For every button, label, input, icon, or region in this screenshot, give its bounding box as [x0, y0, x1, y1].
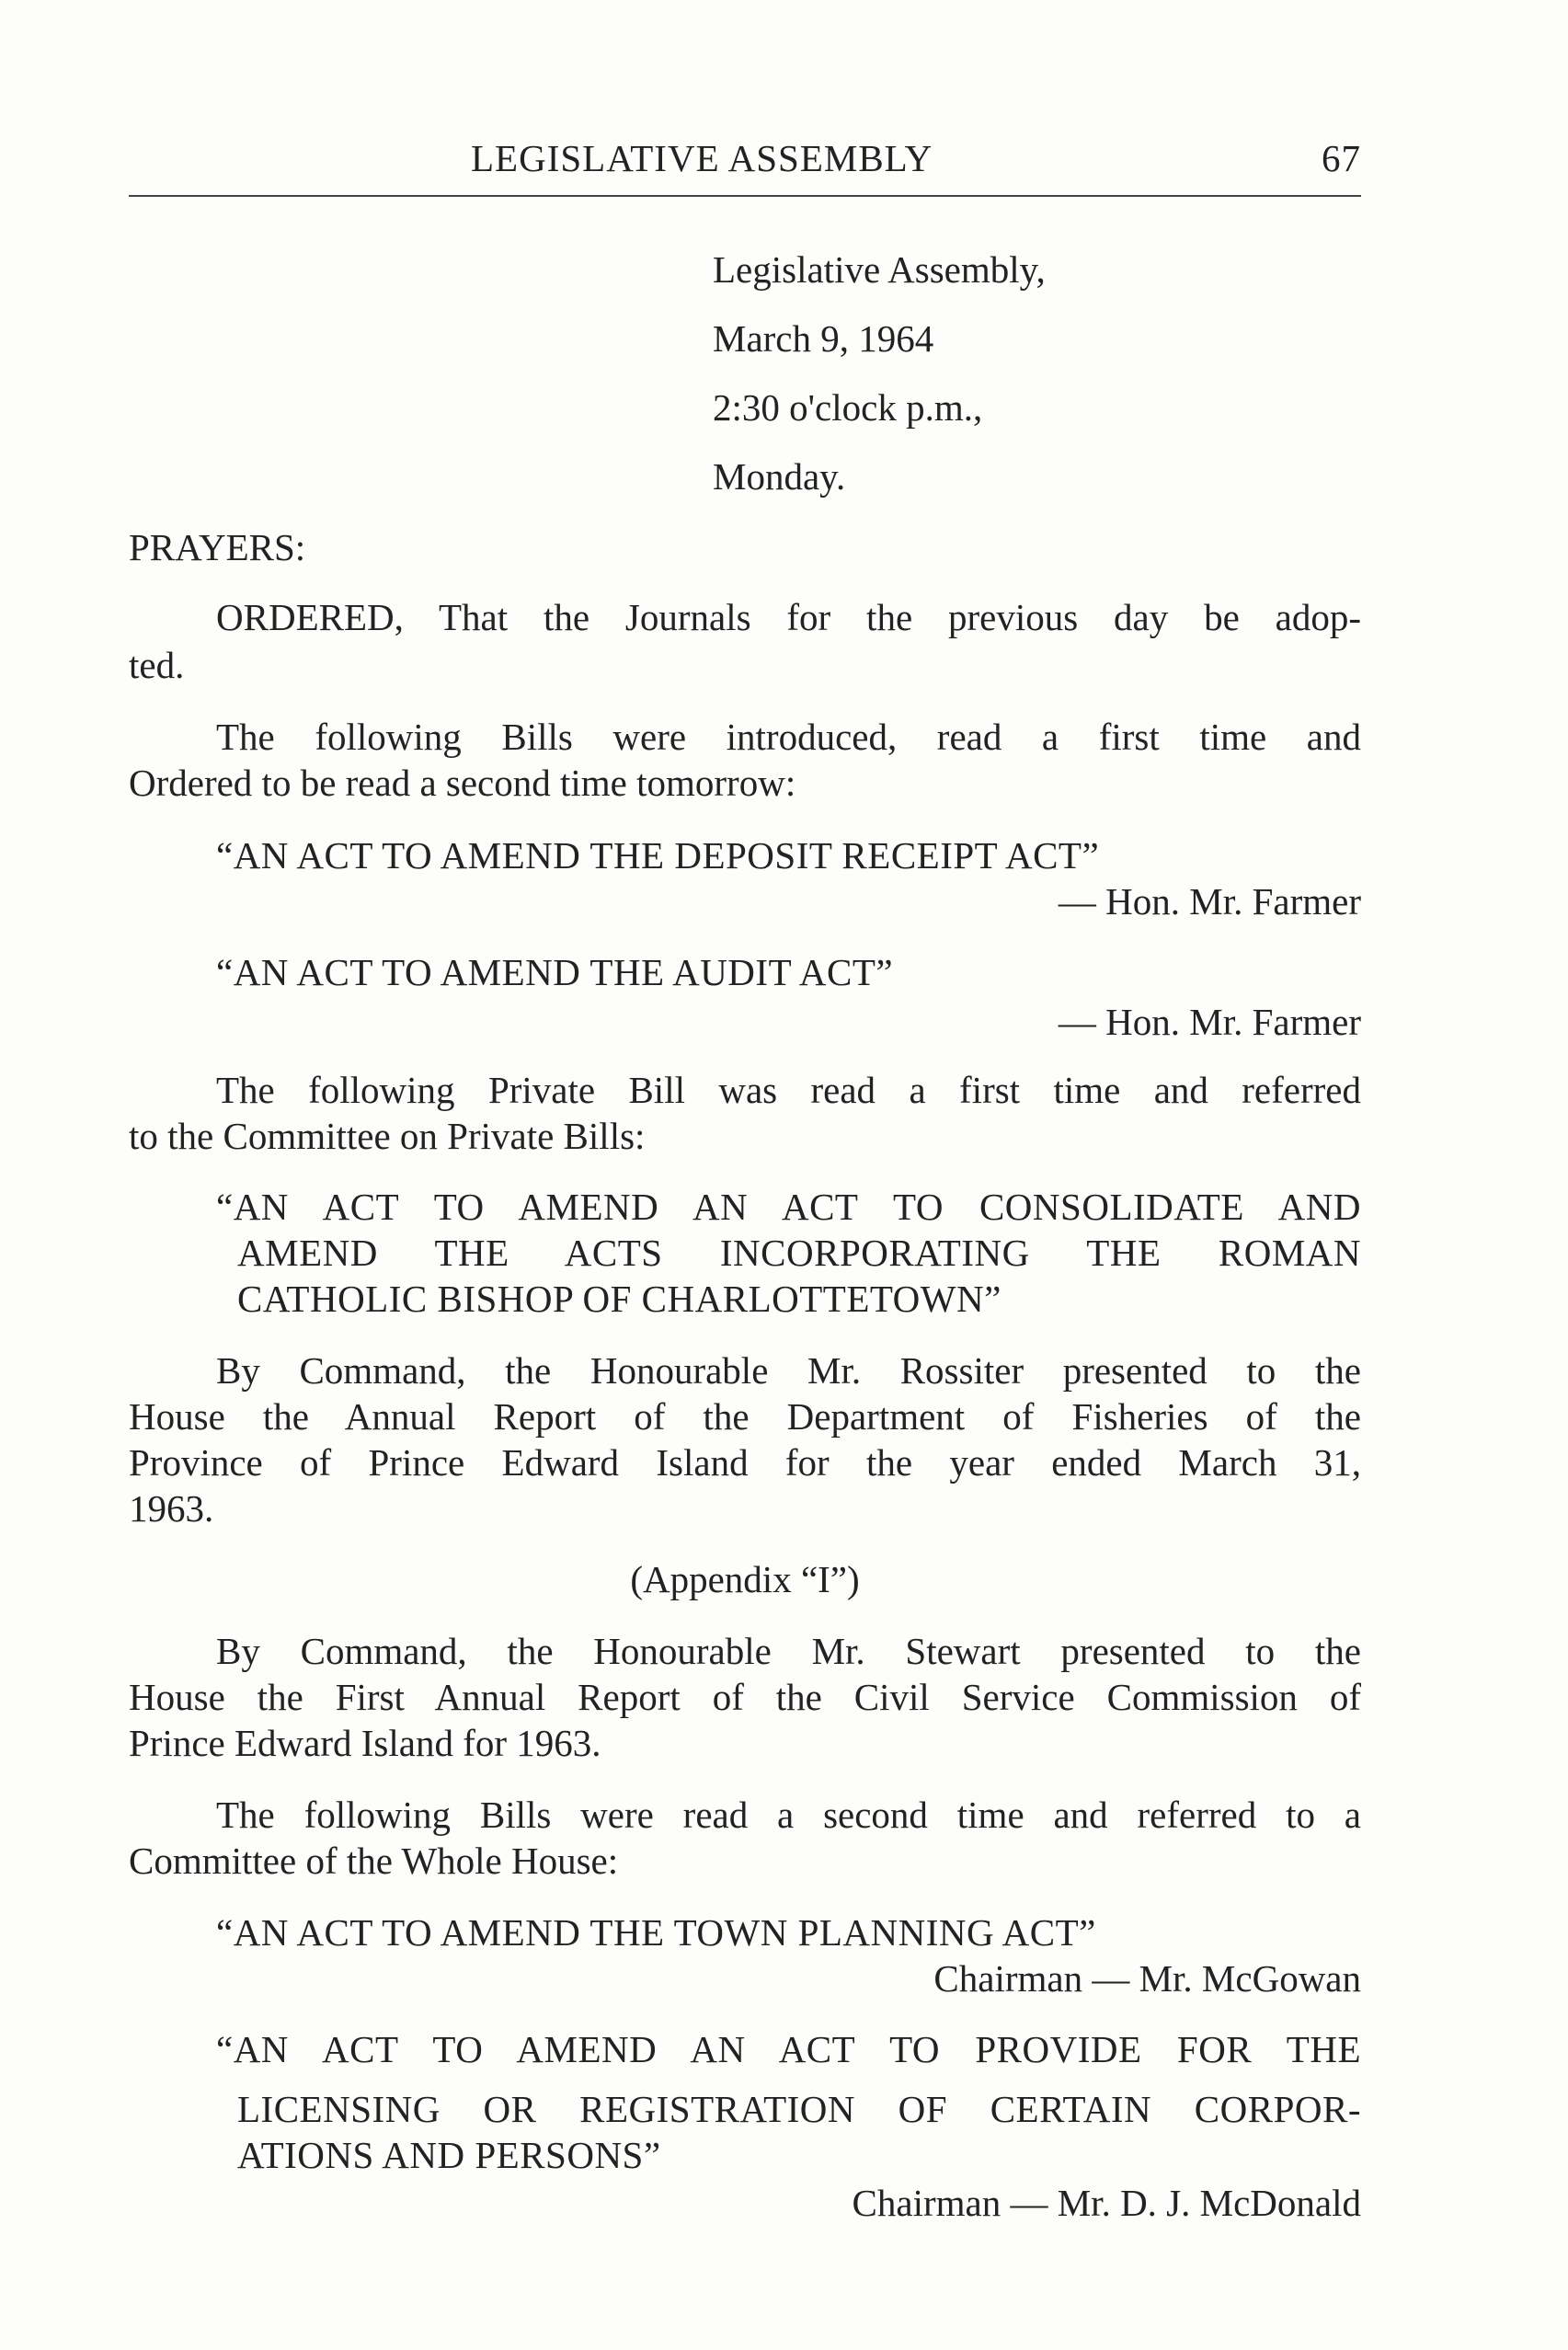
bills-intro-line-2: Ordered to be read a second time tomorrow:	[129, 762, 796, 804]
private-bill-title-line-2: AMEND THE ACTS INCORPORATING THE ROMAN	[237, 1232, 1361, 1274]
bill-licensing-title-line-2: LICENSING OR REGISTRATION OF CERTAIN CORPOR-	[237, 2088, 1361, 2130]
bill-licensing-title-line-1: “AN ACT TO AMEND AN ACT TO PROVIDE FOR THE	[216, 2028, 1361, 2070]
bill-licensing-title-line-3: ATIONS AND PERSONS”	[237, 2134, 661, 2176]
bill-town-planning-title: “AN ACT TO AMEND THE TOWN PLANNING ACT”	[216, 1911, 1096, 1954]
bill-audit-sponsor: — Hon. Mr. Farmer	[1058, 1001, 1361, 1043]
bill-licensing-chairman: Chairman — Mr. D. J. McDonald	[852, 2182, 1361, 2224]
private-bill-intro-line-1: The following Private Bill was read a first time and referred	[216, 1069, 1361, 1111]
fisheries-report-line-2: House the Annual Report of the Department of Fisheries of the	[129, 1395, 1361, 1438]
dateline-date: March 9, 1964	[713, 317, 934, 360]
header-title: LEGISLATIVE ASSEMBLY	[471, 137, 933, 179]
fisheries-report-line-3: Province of Prince Edward Island for the year ended March 31,	[129, 1441, 1361, 1484]
bill-town-planning-chairman: Chairman — Mr. McGowan	[933, 1957, 1361, 2000]
civil-service-report-line-3: Prince Edward Island for 1963.	[129, 1722, 601, 1764]
page-number: 67	[1322, 137, 1361, 179]
second-reading-intro-line-1: The following Bills were read a second time and referred to a	[216, 1794, 1361, 1836]
bill-deposit-receipt-sponsor: — Hon. Mr. Farmer	[1058, 880, 1361, 923]
private-bill-title-line-3: CATHOLIC BISHOP OF CHARLOTTETOWN”	[237, 1278, 1001, 1320]
private-bill-title-line-1: “AN ACT TO AMEND AN ACT TO CONSOLIDATE AND	[216, 1186, 1361, 1228]
dateline-day: Monday.	[713, 455, 846, 498]
appendix-reference: (Appendix “I”)	[630, 1558, 860, 1600]
ordered-line-2: ted.	[129, 644, 185, 686]
private-bill-intro-line-2: to the Committee on Private Bills:	[129, 1115, 646, 1157]
running-header	[129, 136, 1361, 188]
dateline-time: 2:30 o'clock p.m.,	[713, 386, 983, 429]
bill-audit-title: “AN ACT TO AMEND THE AUDIT ACT”	[216, 951, 894, 993]
civil-service-report-line-2: House the First Annual Report of the Civil Service Commission of	[129, 1676, 1361, 1718]
prayers-heading: PRAYERS:	[129, 526, 306, 568]
dateline-place: Legislative Assembly,	[713, 248, 1046, 291]
header-rule	[129, 195, 1361, 197]
ordered-line-1: ORDERED, That the Journals for the previous day be adop-	[216, 596, 1361, 638]
fisheries-report-line-1: By Command, the Honourable Mr. Rossiter presented to the	[216, 1349, 1361, 1392]
bills-intro-line-1: The following Bills were introduced, read a first time and	[216, 716, 1361, 758]
civil-service-report-line-1: By Command, the Honourable Mr. Stewart presented to the	[216, 1630, 1361, 1672]
bill-deposit-receipt-title: “AN ACT TO AMEND THE DEPOSIT RECEIPT ACT”	[216, 834, 1100, 877]
fisheries-report-line-4: 1963.	[129, 1487, 214, 1530]
second-reading-intro-line-2: Committee of the Whole House:	[129, 1840, 619, 1882]
